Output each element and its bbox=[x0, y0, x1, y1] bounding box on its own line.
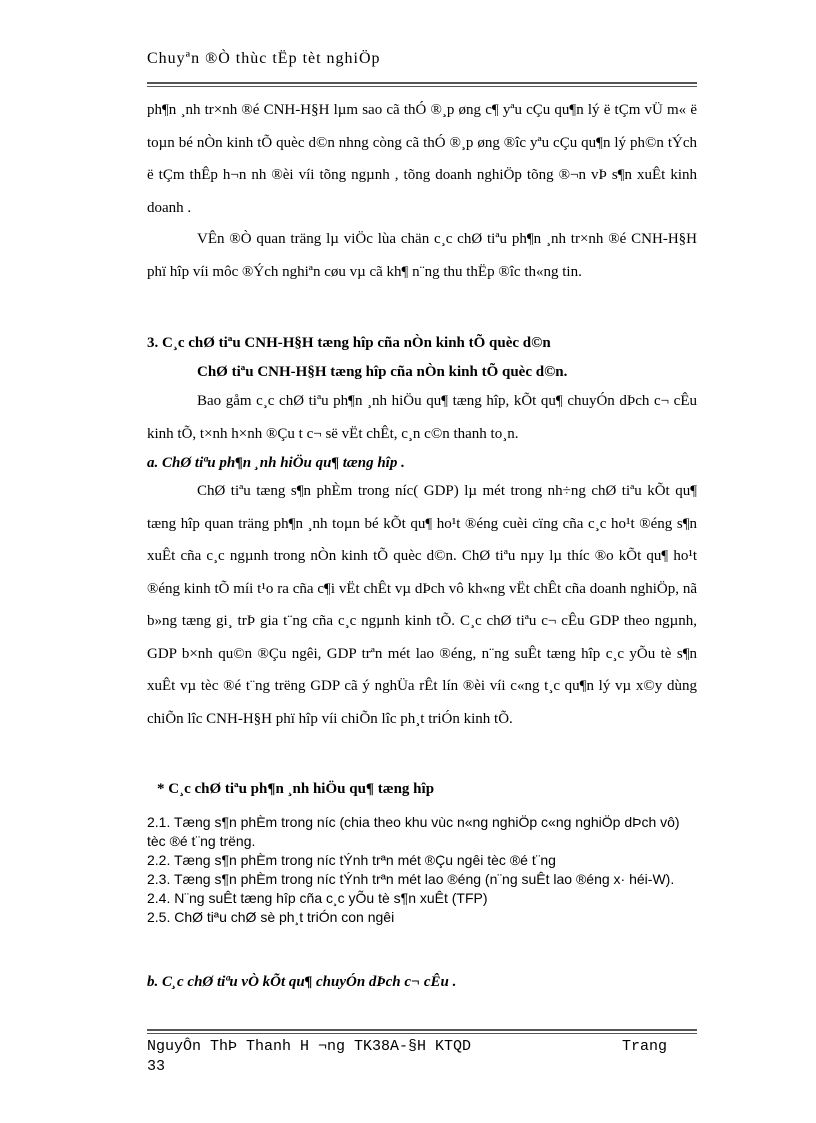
subsection-b-heading: b. C¸c chØ tiªu vÒ kÕt qu¶ chuyÓn dÞch c¬ cÊu . bbox=[147, 974, 457, 990]
list-item: 2.3. Tæng s¶n phÈm trong níc tÝnh trªn mét lao ®éng (n¨ng suÊt lao ®éng x· héi-W). bbox=[147, 871, 675, 887]
paragraph-2: VÊn ®Ò quan träng lµ viÖc lùa chän c¸c chØ tiªu ph¶n ¸nh tr×nh ®é CNH-H§H phï hîp víi môc ®Ých nghiªn cøu vµ cã kh¶ n¨ng thu thËp ®îc th«ng tin. bbox=[147, 231, 697, 280]
section-3-heading: 3. C¸c chØ tiªu CNH-H§H tæng hîp cña nÒn kinh tÕ quèc d©n bbox=[147, 335, 551, 351]
page-header-title: Chuyªn ®Ò thùc tËp tèt nghiÖp bbox=[147, 50, 381, 67]
indicator-list bbox=[147, 813, 697, 927]
paragraph-1: ph¶n ¸nh tr×nh ®é CNH-H§H lµm sao cã thÓ ®¸p øng c¶ yªu cÇu qu¶n lý ë tÇm vÜ m« ë toµn bé nÒn kinh tÕ quèc d©n nhng còng cã thÓ ®¸p øng ®îc yªu cÇu qu¶n lý ph©n tÝch ë tÇm thÊp h¬n nh ®èi víi tõng ngµnh , tõng doanh nghiÖp tõng ®¬n vÞ s¶n xuÊt kinh doanh . bbox=[147, 102, 697, 216]
paragraph-2-block bbox=[147, 223, 697, 288]
paragraph-4: ChØ tiªu tæng s¶n phÈm trong níc( GDP) lµ mét trong nh÷ng chØ tiªu kÕt qu¶ tæng hîp quan träng ph¶n ¸nh toµn bé kÕt qu¶ ho¹t ®éng cuèi cïng cña c¸c ho¹t ®éng s¶n xuÊt cña c¸c ngµnh trong nÒn kinh tÕ quèc d©n. ChØ tiªu nµy lµ thíc ®o kÕt qu¶ ho¹t ®éng kinh tÕ míi t¹o ra cña c¶i vËt chÊt vµ dÞch vô kh«ng vËt chÊt cña doanh nghiÖp, nã b»ng tæng gi¸ trÞ gia t¨ng cña c¸c ngµnh kinh tÕ. C¸c chØ tiªu c¬ cÊu GDP theo ngµnh, GDP b×nh qu©n ®Çu ngêi, GDP trªn mét lao ®éng, n¨ng suÊt tæng hîp c¸c yÕu tè s¶n xuÊt vµ tèc ®é t¨ng trëng GDP cã ý nghÜa rÊt lín ®èi víi c«ng t¸c qu¶n lý vµ x©y dùng chiÕn lîc CNH-H§H phï hîp víi chiÕn lîc ph¸t triÓn kinh tÕ. bbox=[147, 483, 697, 727]
list-item: 2.5. ChØ tiªu chØ sè ph¸t triÓn con ngêi bbox=[147, 909, 395, 925]
footer-rule-thick bbox=[147, 1029, 697, 1031]
footer-rule-thin bbox=[147, 1033, 697, 1034]
section-3-subheading: ChØ tiªu CNH-H§H tæng hîp cña nÒn kinh tÕ quèc d©n. bbox=[197, 364, 568, 380]
paragraph-3: Bao gåm c¸c chØ tiªu ph¶n ¸nh hiÖu qu¶ tæng hîp, kÕt qu¶ chuyÓn dÞch c¬ cÊu kinh tÕ, t×nh h×nh ®Çu t c¬ së vËt chÊt, c¸n c©n thanh to¸n. bbox=[147, 393, 697, 442]
list-item: 2.4. N¨ng suÊt tæng hîp cña c¸c yÕu tè s¶n xuÊt (TFP) bbox=[147, 890, 488, 906]
subsection-a-heading: a. ChØ tiªu ph¶n ¸nh hiÖu qu¶ tæng hîp . bbox=[147, 455, 405, 471]
header-rule-thick bbox=[147, 82, 697, 84]
footer-page-number: 33 bbox=[147, 1058, 166, 1075]
paragraph-3-block bbox=[147, 385, 697, 450]
list-heading: * C¸c chØ tiªu ph¶n ¸nh hiÖu qu¶ tæng hîp bbox=[157, 781, 435, 797]
footer-author: NguyÔn ThÞ Thanh H ¬ng TK38A-§H KTQD bbox=[147, 1038, 472, 1055]
list-item: 2.2. Tæng s¶n phÈm trong níc tÝnh trªn mét ®Çu ngêi tèc ®é t¨ng bbox=[147, 852, 556, 868]
page-footer bbox=[147, 1037, 697, 1075]
header-rule-thin bbox=[147, 86, 697, 87]
paragraph-4-block bbox=[147, 475, 697, 735]
footer-page-label: Trang bbox=[622, 1038, 668, 1055]
list-item: 2.1. Tæng s¶n phÈm trong níc (chia theo khu vùc n«ng nghiÖp c«ng nghiÖp dÞch vô) tèc ®é t¨ng trëng. bbox=[147, 814, 680, 849]
paragraph-1-block bbox=[147, 94, 697, 224]
